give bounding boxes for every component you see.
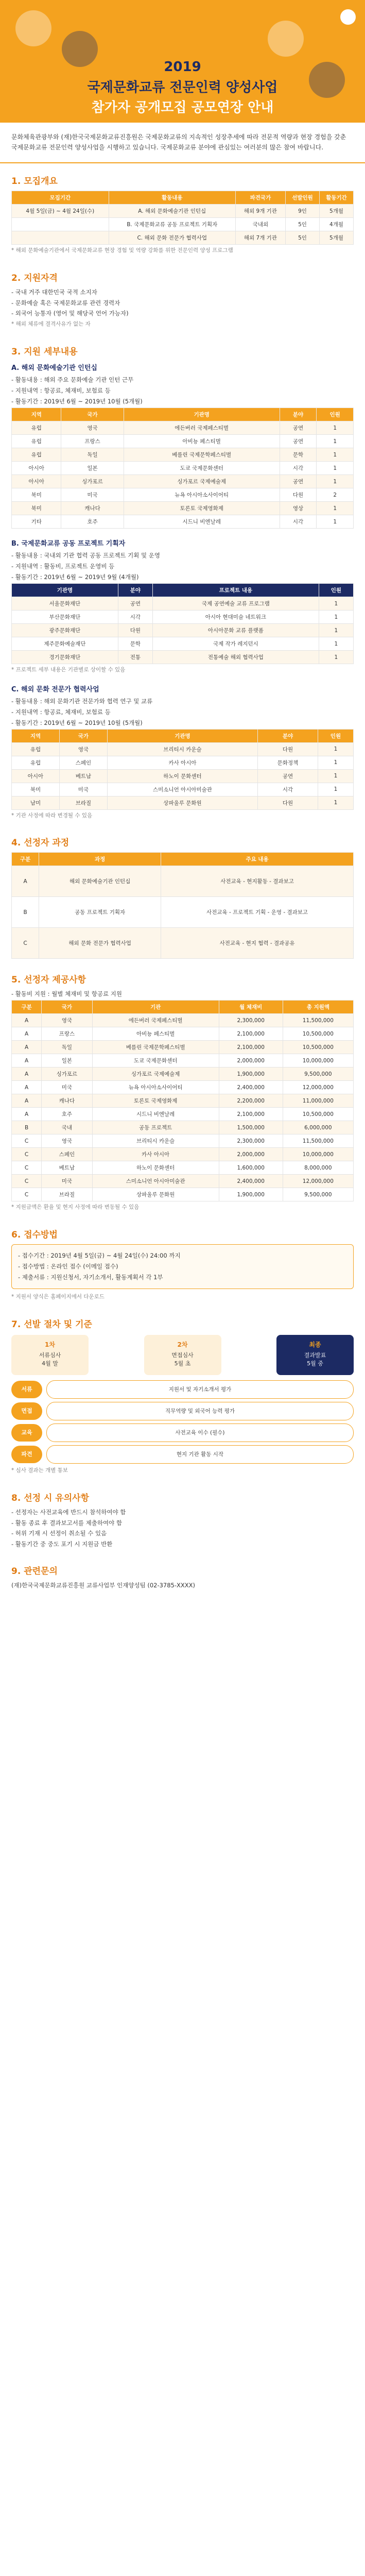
note: * 심사 결과는 개별 통보	[11, 1467, 68, 1473]
section-title: 5. 선정자 제공사항	[11, 975, 86, 986]
section-details	[0, 334, 365, 825]
table-row: 유럽 영국 에든버러 국제페스티벌 공연 1	[12, 421, 354, 435]
expert-table: 지역 국가 기관명 분야 인원 유럽 영국 브리티시 카운슬 다원 1 유럽 스페인 카사 아시아 문화정책 1 아시아 베트남 하노이 문화센터 공연 1 북미 미국 스미소니언 아시아미술관 시각 1 남미 브라질 상파울루 문화원 다원 1	[11, 729, 354, 810]
subsection-title: B. 국제문화교류 공동 프로젝트 기획자	[11, 540, 126, 548]
note: * 해외 체류에 결격사유가 없는 자	[11, 321, 91, 328]
bullet-item: - 활동 종료 후 결과보고서를 제출하여야 함	[11, 1519, 122, 1527]
table-row: C 베트남 하노이 문화센터 1,600,000 8,000,000	[12, 1161, 354, 1175]
flow-row: 면접 직무역량 및 외국어 능력 평가	[11, 1402, 354, 1420]
table-row: 제주문화예술재단 문학 국제 작가 레지던시 1	[12, 637, 354, 651]
bullet-item: - 활동내용 : 해외 문화기관 전문가와 협력 연구 및 교류	[11, 697, 153, 705]
table-row: B 공동 프로젝트 기획자 사전교육 - 프로젝트 기획 - 운영 - 결과보고	[12, 897, 354, 928]
flow-row: 교육 사전교육 이수 (필수)	[11, 1423, 354, 1442]
decor-circle	[15, 10, 51, 46]
step-card: 최종 결과발표 5월 중	[276, 1335, 354, 1375]
section-process	[0, 825, 365, 962]
benefits-table: 구분 국가 기관 월 체재비 총 지원액 A 영국 에든버러 국제페스티벌 2,300,000 11,500,000 A 프랑스 아비뇽 페스티벌 2,100,000 10,500,000 A 독일 베를린 국제문학페스티벌 2,100,000 10,500,000 A 일본 도쿄 국제문화센터 2,000,000 10,000,000 A 싱가포르 싱가포르 국제예술제 1,900,000 9,500,000 A 미국 뉴욕 아시아소사이어티 2,400,000 12,000,000 A 캐나다 토론토 국제영화제 2,200,000 11,000,000 A 호주 시드니 비엔날레 2,100,000 10,500,000 B 국내 공동 프로젝트 1,500,000 6,000,000 C 영국 브리티시 카운슬 2,300,000 11,500,000 C 스페인 카사 아시아 2,000,000 10,000,000 C 베트남 하노이 문화센터 1,600,000 8,000,000 C 미국 스미소니언 아시아미술관 2,400,000 12,000,000 C 브라질 상파울루 문화원 1,900,000 9,500,000	[11, 1000, 354, 1201]
section-title: 1. 모집개요	[11, 176, 58, 187]
bullet-item: - 활동내용 : 해외 주요 문화예술 기관 인턴 근무	[11, 376, 134, 384]
note: * 지원서 양식은 홈페이지에서 다운로드	[11, 1294, 105, 1300]
section-contact	[0, 1553, 365, 1595]
table-row: B 국내 공동 프로젝트 1,500,000 6,000,000	[12, 1121, 354, 1134]
table-row: C 브라질 상파울루 문화원 1,900,000 9,500,000	[12, 1188, 354, 1201]
table-row: A 호주 시드니 비엔날레 2,100,000 10,500,000	[12, 1108, 354, 1121]
section-title: 7. 선발 절차 및 기준	[11, 1319, 92, 1330]
step-card: 2차 면접심사 5월 초	[144, 1335, 221, 1375]
flow-row: 파견 현지 기관 활동 시작	[11, 1445, 354, 1464]
table-header: 모집기간	[12, 191, 109, 204]
section-application	[0, 1217, 365, 1307]
table-row: 유럽 스페인 카사 아시아 문화정책 1	[12, 756, 354, 769]
table-row: 유럽 영국 브리티시 카운슬 다원 1	[12, 742, 354, 756]
bullet-item: - 활동기간 : 2019년 6월 ~ 2019년 9월 (4개월)	[11, 573, 139, 581]
bullet-item: - 외국어 능통자 (영어 및 해당국 언어 가능자)	[11, 310, 129, 317]
table-row: C. 해외 문화 전문가 협력사업 해외 7개 기관 5인 5개월	[12, 231, 354, 244]
table-row: 아시아 싱가포르 싱가포르 국제예술제 공연 1	[12, 475, 354, 488]
bullet-item: - 접수방법 : 온라인 접수 (이메일 접수)	[18, 1263, 118, 1270]
table-row: C 미국 스미소니언 아시아미술관 2,400,000 12,000,000	[12, 1175, 354, 1188]
note: * 해외 문화예술기관에서 국제문화교류 현장 경험 및 역량 강화를 위한 전문인력 양성 프로그램	[11, 247, 233, 253]
section-selection	[0, 1307, 365, 1480]
process-table: 구분 과정 주요 내용 A 해외 문화예술기관 인턴십 사전교육 - 현지활동 - 결과보고 B 공동 프로젝트 기획자 사전교육 - 프로젝트 기획 - 운영 - 결과보고 C 해외 문화 전문가 협력사업 사전교육 - 현지 협력 - 결과공유	[11, 852, 354, 959]
section-recruitment-overview	[0, 163, 365, 260]
bullet-item: - 문화예술 혹은 국제문화교류 관련 경력자	[11, 299, 120, 307]
table-row: 경기문화재단 전통 전통예술 해외 협력사업 1	[12, 651, 354, 664]
table-row: A 미국 뉴욕 아시아소사이어티 2,400,000 12,000,000	[12, 1081, 354, 1094]
decor-circle	[309, 62, 345, 98]
table-row: 남미 브라질 상파울루 문화원 다원 1	[12, 796, 354, 809]
steps	[11, 1335, 354, 1375]
flow-row: 서류 지원서 및 자기소개서 평가	[11, 1380, 354, 1399]
overview-table	[11, 191, 354, 245]
section-notice	[0, 1480, 365, 1554]
section-title: 4. 선정자 과정	[11, 838, 69, 849]
internship-table: 지역 국가 기관명 분야 인원 유럽 영국 에든버러 국제페스티벌 공연 1 유럽 프랑스 아비뇽 페스티벌 공연 1 유럽 독일 베를린 국제문학페스티벌 문학 1 아시아 일본 도쿄 국제문화센터 시각 1 아시아 싱가포르 싱가포르 국제예술제 공연 1 북미 미국 뉴욕 아시아소사이어티 다원 2 북미 캐나다 토론토 국제영화제 영상 1 기타 호주 시드니 비엔날레 시각 1	[11, 408, 354, 529]
contact-text: (재)한국국제문화교류진흥원 교류사업부 인재양성팀 (02-3785-XXXX)	[11, 1582, 196, 1589]
bullet-item: - 활동기간 : 2019년 6월 ~ 2019년 10월 (5개월)	[11, 398, 143, 405]
menu-icon[interactable]	[340, 9, 356, 25]
section-title: 8. 선정 시 유의사항	[11, 1493, 89, 1503]
table-row: C 영국 브리티시 카운슬 2,300,000 11,500,000	[12, 1134, 354, 1148]
bullet-item: - 활동기간 : 2019년 6월 ~ 2019년 10월 (5개월)	[11, 719, 143, 726]
table-row: 부산문화재단 시각 아시아 현대미술 네트워크 1	[12, 611, 354, 624]
project-table: 기관명 분야 프로젝트 내용 인원 서울문화재단 공연 국제 공연예술 교류 프로그램 1 부산문화재단 시각 아시아 현대미술 네트워크 1 광주문화재단 다원 아시아문화 교류 플랫폼 1 제주문화예술재단 문학 국제 작가 레지던시 1 경기문화재단 전통 전통예술 해외 협력사업 1	[11, 583, 354, 664]
section-title: 9. 관련문의	[11, 1566, 58, 1577]
intro-text: 문화체육관광부와 (재)한국국제문화교류진흥원은 국제문화교류의 지속적인 성장추세에 따라 전문적 역량과 현장 경험을 갖춘 국제문화교류 전문인력 양성사업을 시행하고 있습니다. 국제문화교류 분야에 관심있는 여러분의 많은 참여 바랍니다.	[0, 123, 365, 163]
step-card: 1차 서류심사 4월 말	[11, 1335, 89, 1375]
section-title: 3. 지원 세부내용	[11, 347, 78, 358]
table-row: 서울문화재단 공연 국제 공연예술 교류 프로그램 1	[12, 597, 354, 611]
subsection-title: A. 해외 문화예술기관 인턴십	[11, 364, 97, 372]
bullet-item: - 허위 기재 시 선정이 취소될 수 있음	[11, 1530, 107, 1537]
hero-subtitle: 참가자 공개모집 공모연장 안내	[91, 100, 274, 115]
table-row: 기타 호주 시드니 비엔날레 시각 1	[12, 515, 354, 529]
section-title: 2. 지원자격	[11, 273, 58, 283]
bullet-item: - 지원내역 : 항공료, 체재비, 보험료 등	[11, 387, 111, 395]
table-row: 유럽 프랑스 아비뇽 페스티벌 공연 1	[12, 435, 354, 448]
table-row: 북미 미국 뉴욕 아시아소사이어티 다원 2	[12, 488, 354, 502]
bullet-item: - 제출서류 : 지원신청서, 자기소개서, 활동계획서 각 1부	[18, 1274, 163, 1281]
table-row: 북미 캐나다 토론토 국제영화제 영상 1	[12, 502, 354, 515]
hero-title: 국제문화교류 전문인력 양성사업	[87, 80, 278, 95]
bullet-item: - 활동내용 : 국내외 기관 협력 공동 프로젝트 기획 및 운영	[11, 552, 160, 560]
table-row: 아시아 일본 도쿄 국제문화센터 시각 1	[12, 462, 354, 475]
section-eligibility	[0, 260, 365, 334]
table-row: A 영국 에든버러 국제페스티벌 2,300,000 11,500,000	[12, 1014, 354, 1027]
note: * 지원금액은 환율 및 현지 사정에 따라 변동될 수 있음	[11, 1204, 140, 1211]
subsection-title: C. 해외 문화 전문가 협력사업	[11, 685, 99, 693]
bullet-item: - 접수기간 : 2019년 4월 5일(금) ~ 4월 24일(수) 24:00 까지	[18, 1252, 181, 1260]
section-title: 6. 접수방법	[11, 1230, 58, 1241]
hero-banner	[0, 0, 365, 123]
bullet-item: - 지원내역 : 활동비, 프로젝트 운영비 등	[11, 563, 115, 570]
table-row: 유럽 독일 베를린 국제문학페스티벌 문학 1	[12, 448, 354, 462]
bullet-item: - 선정자는 사전교육에 반드시 참석하여야 함	[11, 1508, 126, 1516]
bullet-item: - 활동기간 중 중도 포기 시 지원금 반환	[11, 1540, 113, 1548]
bullet-item: - 국내 거주 대한민국 국적 소지자	[11, 288, 97, 296]
table-header: 활동내용	[109, 191, 235, 204]
table-row: B. 국제문화교류 공동 프로젝트 기획자 국내외 5인 4개월	[12, 217, 354, 231]
decor-circle	[268, 21, 304, 57]
note: * 프로젝트 세부 내용은 기관별로 상이할 수 있음	[11, 667, 126, 673]
table-row: A 일본 도쿄 국제문화센터 2,000,000 10,000,000	[12, 1054, 354, 1067]
application-box	[11, 1244, 354, 1289]
table-header: 파견국가	[235, 191, 285, 204]
table-header: 선발인원	[286, 191, 320, 204]
table-row: 아시아 베트남 하노이 문화센터 공연 1	[12, 769, 354, 783]
table-row: A 프랑스 아비뇽 페스티벌 2,100,000 10,500,000	[12, 1027, 354, 1041]
table-row: A 싱가포르 싱가포르 국제예술제 1,900,000 9,500,000	[12, 1067, 354, 1081]
table-row: 북미 미국 스미소니언 아시아미술관 시각 1	[12, 783, 354, 796]
table-row: C 스페인 카사 아시아 2,000,000 10,000,000	[12, 1148, 354, 1161]
hero-year: 2019	[164, 59, 201, 75]
table-row: A 독일 베를린 국제문학페스티벌 2,100,000 10,500,000	[12, 1041, 354, 1054]
table-row: A 해외 문화예술기관 인턴십 사전교육 - 현지활동 - 결과보고	[12, 866, 354, 897]
bullet-item: - 지원내역 : 항공료, 체재비, 보험료 등	[11, 708, 111, 716]
note: * 기관 사정에 따라 변경될 수 있음	[11, 812, 93, 819]
section-benefits	[0, 962, 365, 1217]
table-header: 활동기간	[320, 191, 354, 204]
decor-circle	[62, 31, 98, 67]
table-row: A 캐나다 토론토 국제영화제 2,200,000 11,000,000	[12, 1094, 354, 1108]
table-row: 4월 5일(금) ~ 4월 24일(수) A. 해외 문화예술기관 인턴십 해외 9개 기관 9인 5개월	[12, 204, 354, 217]
bullet-item: - 활동비 지원 : 월별 체재비 및 항공료 지원	[11, 990, 123, 998]
table-row: C 해외 문화 전문가 협력사업 사전교육 - 현지 협력 - 결과공유	[12, 928, 354, 959]
table-row: 광주문화재단 다원 아시아문화 교류 플랫폼 1	[12, 624, 354, 637]
